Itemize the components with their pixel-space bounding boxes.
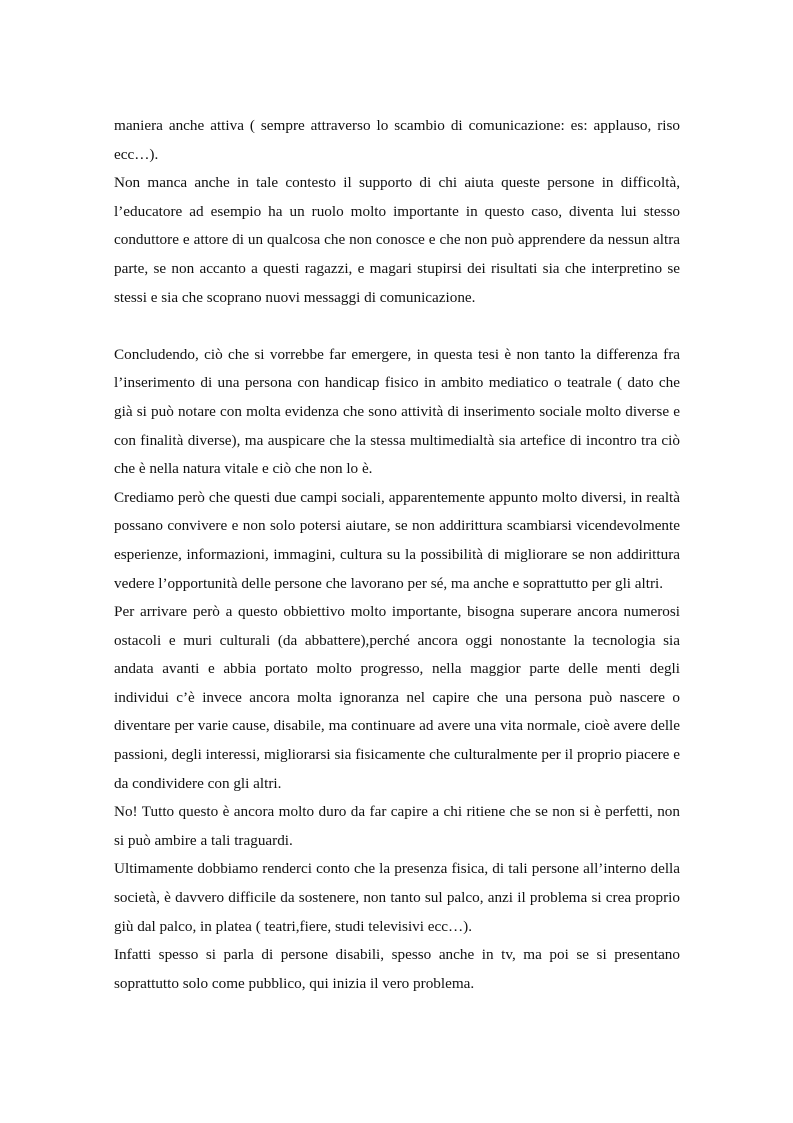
paragraph-conclusion: Concludendo, ciò che si vorrebbe far emergere, in questa tesi è non tanto la differenza fra l’inserimento di una persona con handicap fisico in ambito mediatico o teatrale ( dato che già si può notare con molta evidenza che sono attività di inserimento sociale molto diverse e con finalità diverse), ma auspicare che la stessa multimedialtà sia artefice di incontro tra ciò che è nella natura vitale e ciò che non lo è. [114,345,680,478]
paragraph-audience-problem: Infatti spesso si parla di persone disabili, spesso anche in tv, ma poi se si presentano soprattutto solo come pubblico, qui inizia il vero problema. [114,946,680,992]
paragraph-social-fields: Crediamo però che questi due campi sociali, apparentemente appunto molto diversi, in realtà possano convivere e non solo potersi aiutare, se non addirittura scambiarsi vicendevolmente esperienze, informazioni, immagini, cultura su la possibilità di migliorare se non addirittura vedere l’opportunità delle persone che lavorano per sé, ma anche e soprattutto per gli altri. [114,488,680,592]
paragraph-obstacles: Per arrivare però a questo obbiettivo molto importante, bisogna superare ancora numerosi ostacoli e muri culturali (da abbattere),perché ancora oggi nonostante la tecnologia sia andata avanti e abbia portato molto progresso, nella maggior parte delle menti degli individui c’è invece ancora molta ignoranza nel capire che una persona può nascere o diventare per varie cause, disabile, ma continuare ad avere una vita normale, cioè avere delle passioni, degli interessi, migliorarsi sia fisicamente che culturalmente per il proprio piacere e da condividere con gli altri. [114,603,680,792]
paragraph-perfection: No! Tutto questo è ancora molto duro da far capire a chi ritiene che se non si è perfetti, non si può ambire a tali traguardi. [114,803,680,849]
paragraph-physical-presence: Ultimamente dobbiamo renderci conto che la presenza fisica, di tali persone all’interno della società, è davvero difficile da sostenere, non tanto sul palco, anzi il problema si crea proprio giù dal palco, in platea ( teatri,fiere, studi televisivi ecc…). [114,860,680,935]
paragraph-continuation: maniera anche attiva ( sempre attraverso lo scambio di comunicazione: es: applauso, riso ecc…). [114,117,680,163]
document-page [114,112,680,998]
paragraph-educator-role: Non manca anche in tale contesto il supporto di chi aiuta queste persone in difficoltà, l’educatore ad esempio ha un ruolo molto importante in questo caso, diventa lui stesso conduttore e attore di un qualcosa che non conosce e che non può apprendere da nessun altra parte, se non accanto a questi ragazzi, e magari stupirsi dei risultati sia che interpretino se stessi e sia che scoprano nuovi messaggi di comunicazione. [114,174,680,306]
paragraph-spacer [114,312,680,341]
